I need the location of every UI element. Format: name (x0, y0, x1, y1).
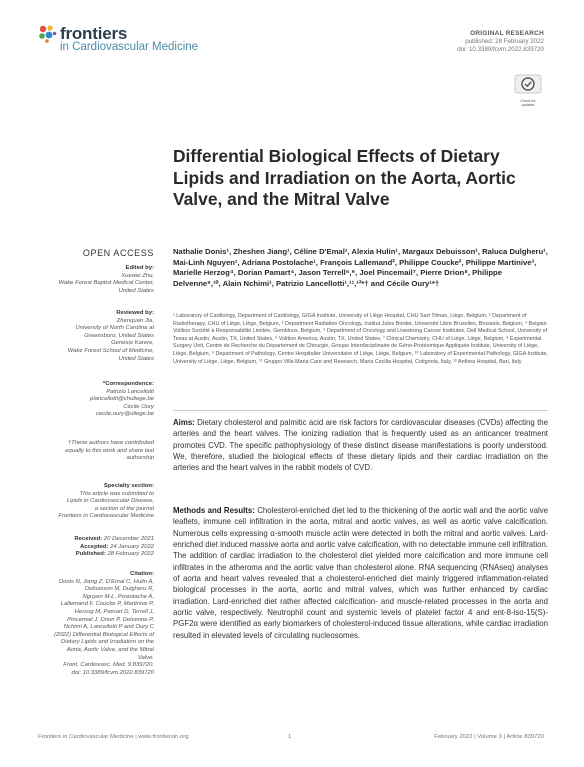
reviewed-by (38, 310, 154, 363)
footer-journal[interactable]: Frontiers in Cardiovascular Medicine | www.frontiersin.org (38, 734, 189, 740)
check-updates-label: Check for updates (520, 99, 536, 107)
abstract-aims (173, 417, 548, 474)
divider (173, 410, 548, 411)
methods-label: Methods and Results: (173, 506, 255, 515)
citation (38, 571, 154, 677)
frontiers-logo-icon (38, 24, 58, 44)
check-updates-icon (514, 74, 542, 94)
open-access-label: OPEN ACCESS (82, 248, 154, 258)
accepted-date: 24 January 2022 (110, 543, 154, 550)
dates (38, 536, 154, 559)
author-list: Nathalie Donis¹, Zheshen Jiang¹, Céline D'Emal¹, Alexia Hulin¹, Margaux Debuisson¹, Raluca Dulgheru¹, Mai-Linh Nguyen¹, Adriana Postolache¹, François Lallemand², Philippe Coucke², Philippe Martinive³, Marielle Herzog⁴, Dorian Pamart⁴, Jason Terrell⁵,⁶, Joel Pincemail⁷, Pierre Drion⁸, Philippe Delvenne⁹,¹⁰, Alain Nchimi¹, Patrizio Lancellotti¹,¹¹,¹²*† and Cécile Oury¹*† (173, 247, 548, 288)
reviewed-by-value: Zhenquan Jia, University of North Carolina at Greensboro, United States Genesio Karere, Wake Forest School of Medicine, United States (67, 317, 154, 362)
article-title: Differential Biological Effects of Dietary Lipids and Irradiation on the Aorta, Aortic Valve, and the Mitral Valve (173, 146, 516, 209)
article-meta (457, 30, 544, 54)
edited-by (38, 265, 154, 295)
article-doi[interactable]: doi: 10.3389/fcvm.2022.839720 (457, 46, 544, 53)
check-for-updates-badge[interactable] (514, 74, 542, 107)
specialty-section (38, 483, 154, 521)
article-type: ORIGINAL RESEARCH (470, 30, 544, 37)
citation-label: Citation: (130, 571, 154, 577)
accepted-label: Accepted: (79, 543, 109, 550)
specialty-value: This article was submitted to Lipids in Cardiovascular Disease, a section of the journal Frontiers in Cardiovascular Medicine (58, 490, 154, 520)
correspondence (38, 381, 154, 419)
reviewed-by-label: Reviewed by: (116, 310, 154, 316)
received-date: 20 December 2021 (103, 536, 154, 542)
received-label: Received: (74, 536, 103, 542)
methods-text: Cholesterol-enriched diet led to the thickening of the aortic wall and the aortic valve leaflets, immune cell infiltration in the aorta, mitral and aortic valves, as well as aortic valve calcification. Numerous cells expressing α-smooth muscle actin were detected in both the mitral and aortic valves. Lard-enriched diet induced massive aorta and aortic valve calcification, with no detectable immune cell infiltration. The addition of cardiac irradiation to the cholesterol diet yielded more calcification and more immune cell infiltrates in the atheroma and the aortic valve than cholesterol alone. RNA sequencing (RNAseq) analyses of aorta and heart valves revealed that a cholesterol-enriched diet mainly triggered inflammation-related biological processes in the aorta, aortic and mitral valves, which was further enhanced by cardiac irradiation. Lard-enriched diet rather affected calcification- and muscle-related processes in the aorta and aortic valve, respectively. Neutrophil count and systemic levels of platelet factor 4 and ent-8-iso-15(S)-PGF2α were identified as early biomarkers of cholesterol-induced tissue alterations, while cardiac irradiation resulted in elevated levels of circulating nucleosomes. (173, 506, 548, 640)
citation-value: Donis N, Jiang Z, D'Emal C, Hulin A, Debuisson M, Dulgheru R, Nguyen M-L, Postolache A, Lallemand F, Coucke P, Martinive P, Herzog M, Pamart D, Terrell J, Pincemail J, Drion P, Delvenne P, Nchimi A, Lancellotti P and Oury C (2022) Differential Biological Effects of Dietary Lipids and Irradiation on the Aorta, Aortic Valve, and the Mitral Valve. Front. Cardiovasc. Med. 9:839720. doi: 10.3389/fcvm.2022.839720 (54, 578, 154, 676)
affiliations: ¹ Laboratory of Cardiology, Department of Cardiology, GIGA Institute, University of Liège Hospital, CHU Sart Tilman, Liège, Belgium, ² Department of Radiotherapy, CHU of Liège, Liège, Belgium, ³ Department Radiation Oncology, Institut Jules Bordet, Université Libre Bruxelles, Brussels, Belgium, ⁴ Belgian Volition Société à Responsabilité Limitée, Gembloux, Belgium, ⁵ Department of Oncology and Livestrong Cancer Institutes, Dell Medical School, University of Texas at Austin, Austin, TX, United States, ⁶ Volition America, Austin, TX, United States, ⁷ Clinical Chemistry, CHU of Liège, Liège, Belgium, ⁸ Experimental Surgery Unit, Centre de Recherche du Département de Chirurgie, Groupe Interdisciplinaire de Géno-Protéomique Appliquée Institute, University of Liège, Liège, Belgium, ⁹ Department of Pathology, Centre Hospitalier Universitaire of Liège, Liège, Belgium, ¹⁰ Laboratory of Experimental Pathology, GIGA Institute, University of Liège, Liège, Belgium, ¹¹ Gruppo Villa Maria Care and Research, Maria Cecilia Hospital, Cotignola, Italy, ¹² Anthea Hospital, Bari, Italy (173, 313, 548, 365)
specialty-label: Specialty section: (103, 483, 154, 489)
edited-by-label: Edited by: (125, 265, 154, 271)
page-number: 1 (288, 734, 292, 740)
published-label: Published: (75, 551, 106, 558)
equal-contribution-note: †These authors have contributed equally to this work and share last authorship (65, 440, 154, 462)
aims-label: Aims: (173, 418, 195, 427)
footer-issue: February 2022 | Volume 9 | Article 839720 (434, 734, 544, 740)
abstract-methods (173, 505, 548, 641)
publisher-name: frontiers (60, 24, 128, 43)
published-date-sidebar: 28 February 2022 (107, 551, 154, 558)
correspondence-value[interactable]: Patrizio Lancellotti plancellotti@chuliege.be Cécile Oury cecile.oury@uliege.be (90, 388, 154, 418)
published-date: published: 28 February 2022 (465, 38, 544, 45)
journal-name: in Cardiovascular Medicine (60, 41, 199, 53)
correspondence-label: *Correspondence: (102, 381, 154, 387)
aims-text: Dietary cholesterol and palmitic acid are risk factors for cardiovascular diseases (CVDs) affecting the arteries and the heart valves. The ionizing radiation that is frequently used as an anticancer treatment promotes CVD. The specific pathophysiology of these distinct disease manifestations is poorly understood. We, therefore, studied the biological effects of these dietary lipids and their cardiac irradiation on the arteries and the heart valves in the rabbit models of CVD. (173, 418, 548, 473)
edited-by-value: Xuewei Zhu, Wake Forest Baptist Medical Center, United States (58, 272, 154, 294)
